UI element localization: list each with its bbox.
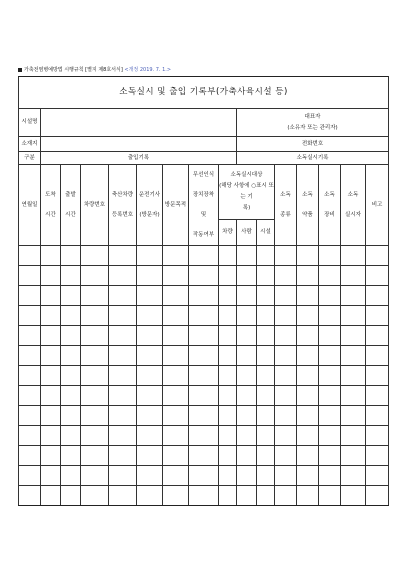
disinfector-header xyxy=(341,165,366,246)
table-cell[interactable] xyxy=(41,306,61,326)
livestock-vehicle-reg-header xyxy=(109,165,137,246)
table-cell[interactable] xyxy=(319,306,341,326)
target-person-header: 사람 xyxy=(237,219,257,245)
table-cell[interactable] xyxy=(219,386,237,406)
table-cell[interactable] xyxy=(275,486,297,506)
table-row xyxy=(19,406,389,426)
driver-header xyxy=(137,165,163,246)
table-cell[interactable] xyxy=(61,286,81,306)
table-cell[interactable] xyxy=(219,246,237,266)
table-cell[interactable] xyxy=(297,266,319,286)
table-cell[interactable] xyxy=(19,466,41,486)
disinfect-drug-header xyxy=(297,165,319,246)
table-cell[interactable] xyxy=(109,266,137,286)
table-row xyxy=(19,426,389,446)
table-cell[interactable] xyxy=(297,466,319,486)
phone-label: 전화번호 xyxy=(237,137,389,152)
table-cell[interactable] xyxy=(237,286,257,306)
table-cell[interactable] xyxy=(275,386,297,406)
table-cell[interactable] xyxy=(341,266,366,286)
table-cell[interactable] xyxy=(189,246,219,266)
disinfect-type-header xyxy=(275,165,297,246)
table-cell[interactable] xyxy=(137,266,163,286)
table-cell[interactable] xyxy=(189,466,219,486)
table-cell[interactable] xyxy=(341,386,366,406)
table-cell[interactable] xyxy=(137,366,163,386)
table-cell[interactable] xyxy=(81,386,109,406)
table-cell[interactable] xyxy=(109,486,137,506)
table-cell[interactable] xyxy=(237,366,257,386)
table-cell[interactable] xyxy=(163,486,189,506)
table-cell[interactable] xyxy=(41,426,61,446)
table-cell[interactable] xyxy=(163,246,189,266)
table-cell[interactable] xyxy=(237,486,257,506)
table-cell[interactable] xyxy=(297,426,319,446)
table-cell[interactable] xyxy=(297,446,319,466)
table-cell[interactable] xyxy=(41,386,61,406)
address-label: 소재지 xyxy=(19,137,41,152)
table-cell[interactable] xyxy=(297,326,319,346)
target-line-3: 록) xyxy=(242,204,251,211)
table-cell[interactable] xyxy=(275,366,297,386)
table-cell[interactable] xyxy=(257,446,275,466)
owner-label: 대표자 xyxy=(304,113,321,120)
owner-sublabel: (소유자 또는 관리자) xyxy=(287,124,338,131)
table-cell[interactable] xyxy=(341,446,366,466)
table-cell[interactable] xyxy=(366,486,389,506)
table-cell[interactable] xyxy=(81,406,109,426)
form-header xyxy=(18,65,388,75)
table-cell[interactable] xyxy=(237,326,257,346)
table-cell[interactable] xyxy=(109,326,137,346)
table-cell[interactable] xyxy=(297,246,319,266)
disinfection-record-header: 소독실시기록 xyxy=(237,152,389,165)
facility-name-label: 시설명 xyxy=(19,109,41,137)
rfid-line-3: 및 xyxy=(200,212,207,218)
table-cell[interactable] xyxy=(41,406,61,426)
table-cell[interactable] xyxy=(257,306,275,326)
table-cell[interactable] xyxy=(61,466,81,486)
table-cell[interactable] xyxy=(275,286,297,306)
table-cell[interactable] xyxy=(61,326,81,346)
table-cell[interactable] xyxy=(61,406,81,426)
table-cell[interactable] xyxy=(341,346,366,366)
departure-line-1: 출발 xyxy=(65,192,76,198)
rfid-line-1: 무선인식 xyxy=(192,172,215,178)
table-cell[interactable] xyxy=(81,366,109,386)
table-cell[interactable] xyxy=(366,386,389,406)
table-cell[interactable] xyxy=(257,486,275,506)
table-cell[interactable] xyxy=(41,346,61,366)
table-cell[interactable] xyxy=(319,486,341,506)
table-cell[interactable] xyxy=(366,406,389,426)
table-cell[interactable] xyxy=(163,426,189,446)
table-cell[interactable] xyxy=(219,286,237,306)
remarks-header: 비고 xyxy=(366,165,389,246)
table-cell[interactable] xyxy=(219,446,237,466)
table-cell[interactable] xyxy=(366,286,389,306)
address-field[interactable] xyxy=(41,137,237,152)
table-cell[interactable] xyxy=(257,266,275,286)
table-cell[interactable] xyxy=(219,366,237,386)
table-cell[interactable] xyxy=(237,386,257,406)
entry-record-header: 출입기록 xyxy=(41,152,237,165)
table-cell[interactable] xyxy=(319,386,341,406)
table-cell[interactable] xyxy=(189,486,219,506)
table-cell[interactable] xyxy=(237,246,257,266)
table-cell[interactable] xyxy=(137,446,163,466)
target-line-1: 소독실시대상 xyxy=(230,171,263,178)
table-cell[interactable] xyxy=(219,346,237,366)
table-cell[interactable] xyxy=(319,446,341,466)
table-cell[interactable] xyxy=(109,366,137,386)
table-cell[interactable] xyxy=(297,306,319,326)
owner-field[interactable] xyxy=(237,109,389,137)
table-cell[interactable] xyxy=(109,246,137,266)
table-cell[interactable] xyxy=(237,306,257,326)
table-cell[interactable] xyxy=(109,406,137,426)
disinfect-type-line-2: 종류 xyxy=(280,212,291,218)
table-cell[interactable] xyxy=(19,346,41,366)
table-cell[interactable] xyxy=(257,366,275,386)
table-cell[interactable] xyxy=(163,406,189,426)
table-cell[interactable] xyxy=(61,386,81,406)
table-cell[interactable] xyxy=(237,406,257,426)
table-cell[interactable] xyxy=(109,426,137,446)
table-cell[interactable] xyxy=(275,406,297,426)
table-cell[interactable] xyxy=(137,326,163,346)
table-cell[interactable] xyxy=(109,346,137,366)
table-cell[interactable] xyxy=(41,326,61,346)
table-cell[interactable] xyxy=(163,446,189,466)
table-cell[interactable] xyxy=(237,446,257,466)
table-cell[interactable] xyxy=(163,286,189,306)
table-cell[interactable] xyxy=(189,426,219,446)
table-cell[interactable] xyxy=(163,306,189,326)
table-cell[interactable] xyxy=(19,366,41,386)
table-cell[interactable] xyxy=(219,326,237,346)
table-cell[interactable] xyxy=(297,286,319,306)
table-cell[interactable] xyxy=(61,366,81,386)
table-cell[interactable] xyxy=(366,426,389,446)
disinfect-equip-line-1: 소독 xyxy=(324,192,335,198)
disinfect-type-line-1: 소독 xyxy=(280,192,291,198)
table-cell[interactable] xyxy=(137,246,163,266)
table-cell[interactable] xyxy=(81,326,109,346)
table-cell[interactable] xyxy=(219,426,237,446)
table-cell[interactable] xyxy=(257,466,275,486)
table-cell[interactable] xyxy=(19,406,41,426)
table-cell[interactable] xyxy=(81,286,109,306)
table-cell[interactable] xyxy=(341,286,366,306)
table-cell[interactable] xyxy=(319,246,341,266)
table-cell[interactable] xyxy=(61,246,81,266)
disinfector-line-2: 실시자 xyxy=(345,212,361,218)
table-cell[interactable] xyxy=(41,486,61,506)
table-cell[interactable] xyxy=(41,286,61,306)
table-cell[interactable] xyxy=(137,466,163,486)
table-cell[interactable] xyxy=(137,406,163,426)
table-cell[interactable] xyxy=(341,366,366,386)
table-cell[interactable] xyxy=(341,426,366,446)
table-cell[interactable] xyxy=(189,266,219,286)
table-cell[interactable] xyxy=(163,466,189,486)
table-cell[interactable] xyxy=(366,466,389,486)
table-row xyxy=(19,286,389,306)
form-title: 소독실시 및 출입 기록부(가축사육시설 등) xyxy=(19,77,389,109)
disinfector-line-1: 소독 xyxy=(347,192,359,198)
table-cell[interactable] xyxy=(81,246,109,266)
table-cell[interactable] xyxy=(219,466,237,486)
vehicle-number-header: 차량번호 xyxy=(81,165,109,246)
division-header: 구분 xyxy=(19,152,41,165)
table-cell[interactable] xyxy=(366,306,389,326)
disinfect-equip-line-2: 장비 xyxy=(324,212,335,218)
table-cell[interactable] xyxy=(319,266,341,286)
table-row xyxy=(19,386,389,406)
table-row xyxy=(19,346,389,366)
table-cell[interactable] xyxy=(81,426,109,446)
table-cell[interactable] xyxy=(257,346,275,366)
table-cell[interactable] xyxy=(275,426,297,446)
table-cell[interactable] xyxy=(219,406,237,426)
table-cell[interactable] xyxy=(219,266,237,286)
table-cell[interactable] xyxy=(189,326,219,346)
table-cell[interactable] xyxy=(137,386,163,406)
arrival-line-2: 시간 xyxy=(45,212,56,218)
rfid-device-header xyxy=(189,165,219,246)
table-cell[interactable] xyxy=(257,246,275,266)
table-cell[interactable] xyxy=(257,326,275,346)
disinfect-drug-line-1: 소독 xyxy=(302,192,313,198)
table-cell[interactable] xyxy=(41,266,61,286)
date-header: 연월일 xyxy=(19,165,41,246)
table-cell[interactable] xyxy=(257,426,275,446)
table-cell[interactable] xyxy=(297,386,319,406)
table-cell[interactable] xyxy=(19,426,41,446)
table-cell[interactable] xyxy=(275,446,297,466)
table-cell[interactable] xyxy=(81,306,109,326)
table-cell[interactable] xyxy=(61,266,81,286)
table-cell[interactable] xyxy=(297,346,319,366)
bullet-square-icon xyxy=(18,68,22,72)
disinfection-entry-log-table xyxy=(18,76,389,506)
table-cell[interactable] xyxy=(189,446,219,466)
table-cell[interactable] xyxy=(19,446,41,466)
driver-line-2: (방문자) xyxy=(139,212,160,218)
table-cell[interactable] xyxy=(189,406,219,426)
table-cell[interactable] xyxy=(61,306,81,326)
table-cell[interactable] xyxy=(319,286,341,306)
visit-purpose-header: 방문목적 xyxy=(163,165,189,246)
table-cell[interactable] xyxy=(19,386,41,406)
table-cell[interactable] xyxy=(61,486,81,506)
table-cell[interactable] xyxy=(237,426,257,446)
table-cell[interactable] xyxy=(366,446,389,466)
table-row xyxy=(19,466,389,486)
table-cell[interactable] xyxy=(341,326,366,346)
table-cell[interactable] xyxy=(81,466,109,486)
disinfect-equipment-header xyxy=(319,165,341,246)
rfid-line-2: 장치장착 xyxy=(192,192,215,198)
table-cell[interactable] xyxy=(257,386,275,406)
table-cell[interactable] xyxy=(81,446,109,466)
target-vehicle-header: 차량 xyxy=(219,219,237,245)
table-cell[interactable] xyxy=(319,426,341,446)
table-cell[interactable] xyxy=(81,486,109,506)
livestock-vehicle-line-2: 등록번호 xyxy=(111,212,134,218)
table-cell[interactable] xyxy=(137,306,163,326)
table-cell[interactable] xyxy=(189,306,219,326)
table-cell[interactable] xyxy=(275,466,297,486)
table-cell[interactable] xyxy=(19,486,41,506)
facility-name-field[interactable] xyxy=(41,109,237,137)
table-cell[interactable] xyxy=(237,346,257,366)
table-cell[interactable] xyxy=(237,466,257,486)
livestock-vehicle-line-1: 축산차량 xyxy=(111,192,134,198)
table-cell[interactable] xyxy=(163,326,189,346)
table-cell[interactable] xyxy=(19,326,41,346)
table-cell[interactable] xyxy=(163,346,189,366)
table-row xyxy=(19,446,389,466)
arrival-time-header xyxy=(41,165,61,246)
table-cell[interactable] xyxy=(137,286,163,306)
table-cell[interactable] xyxy=(319,466,341,486)
table-cell[interactable] xyxy=(319,326,341,346)
table-cell[interactable] xyxy=(257,286,275,306)
table-cell[interactable] xyxy=(275,346,297,366)
target-line-2: (해당 사항에 ○표시 또는 기 xyxy=(219,182,274,200)
table-cell[interactable] xyxy=(189,346,219,366)
table-cell[interactable] xyxy=(19,306,41,326)
arrival-line-1: 도착 xyxy=(45,192,56,198)
table-cell[interactable] xyxy=(366,246,389,266)
table-cell[interactable] xyxy=(19,266,41,286)
log-entries xyxy=(19,246,389,506)
table-cell[interactable] xyxy=(109,286,137,306)
table-row xyxy=(19,246,389,266)
table-cell[interactable] xyxy=(366,266,389,286)
table-row xyxy=(19,486,389,506)
table-cell[interactable] xyxy=(61,346,81,366)
table-cell[interactable] xyxy=(137,486,163,506)
table-cell[interactable] xyxy=(341,306,366,326)
table-cell[interactable] xyxy=(366,366,389,386)
table-cell[interactable] xyxy=(163,266,189,286)
table-cell[interactable] xyxy=(319,366,341,386)
disinfection-target-header xyxy=(219,165,275,220)
table-cell[interactable] xyxy=(319,346,341,366)
driver-line-1: 운전기사 xyxy=(138,192,161,198)
table-cell[interactable] xyxy=(341,486,366,506)
table-cell[interactable] xyxy=(275,326,297,346)
table-cell[interactable] xyxy=(297,486,319,506)
table-cell[interactable] xyxy=(189,386,219,406)
table-cell[interactable] xyxy=(163,366,189,386)
table-cell[interactable] xyxy=(61,446,81,466)
table-cell[interactable] xyxy=(81,266,109,286)
table-cell[interactable] xyxy=(341,246,366,266)
table-cell[interactable] xyxy=(41,366,61,386)
table-cell[interactable] xyxy=(257,406,275,426)
table-cell[interactable] xyxy=(61,426,81,446)
table-cell[interactable] xyxy=(275,266,297,286)
rfid-line-4: 작동여부 xyxy=(192,232,215,238)
table-cell[interactable] xyxy=(275,246,297,266)
table-row xyxy=(19,326,389,346)
table-cell[interactable] xyxy=(341,406,366,426)
table-row xyxy=(19,366,389,386)
table-cell[interactable] xyxy=(19,286,41,306)
table-cell[interactable] xyxy=(189,366,219,386)
table-row xyxy=(19,266,389,286)
table-cell[interactable] xyxy=(275,306,297,326)
table-cell[interactable] xyxy=(319,406,341,426)
table-cell[interactable] xyxy=(19,246,41,266)
table-row xyxy=(19,306,389,326)
table-cell[interactable] xyxy=(109,446,137,466)
table-cell[interactable] xyxy=(41,246,61,266)
target-facility-header: 시설 xyxy=(257,219,275,245)
form-law-reference: 가축전염병예방법 시행규칙 [별지 제8호서식] xyxy=(24,67,123,73)
table-cell[interactable] xyxy=(341,466,366,486)
table-cell[interactable] xyxy=(109,386,137,406)
table-cell[interactable] xyxy=(41,446,61,466)
form-revision-date: <개정 2019. 7. 1.> xyxy=(124,67,172,73)
table-cell[interactable] xyxy=(163,386,189,406)
table-cell[interactable] xyxy=(237,266,257,286)
table-cell[interactable] xyxy=(219,486,237,506)
departure-line-2: 시간 xyxy=(65,212,76,218)
table-cell[interactable] xyxy=(366,346,389,366)
table-cell[interactable] xyxy=(137,346,163,366)
table-cell[interactable] xyxy=(189,286,219,306)
table-cell[interactable] xyxy=(41,466,61,486)
disinfect-drug-line-2: 약품 xyxy=(302,212,313,218)
table-cell[interactable] xyxy=(297,366,319,386)
table-cell[interactable] xyxy=(219,306,237,326)
departure-time-header xyxy=(61,165,81,246)
table-cell[interactable] xyxy=(109,306,137,326)
table-cell[interactable] xyxy=(137,426,163,446)
table-cell[interactable] xyxy=(109,466,137,486)
table-cell[interactable] xyxy=(297,406,319,426)
table-cell[interactable] xyxy=(366,326,389,346)
table-cell[interactable] xyxy=(81,346,109,366)
